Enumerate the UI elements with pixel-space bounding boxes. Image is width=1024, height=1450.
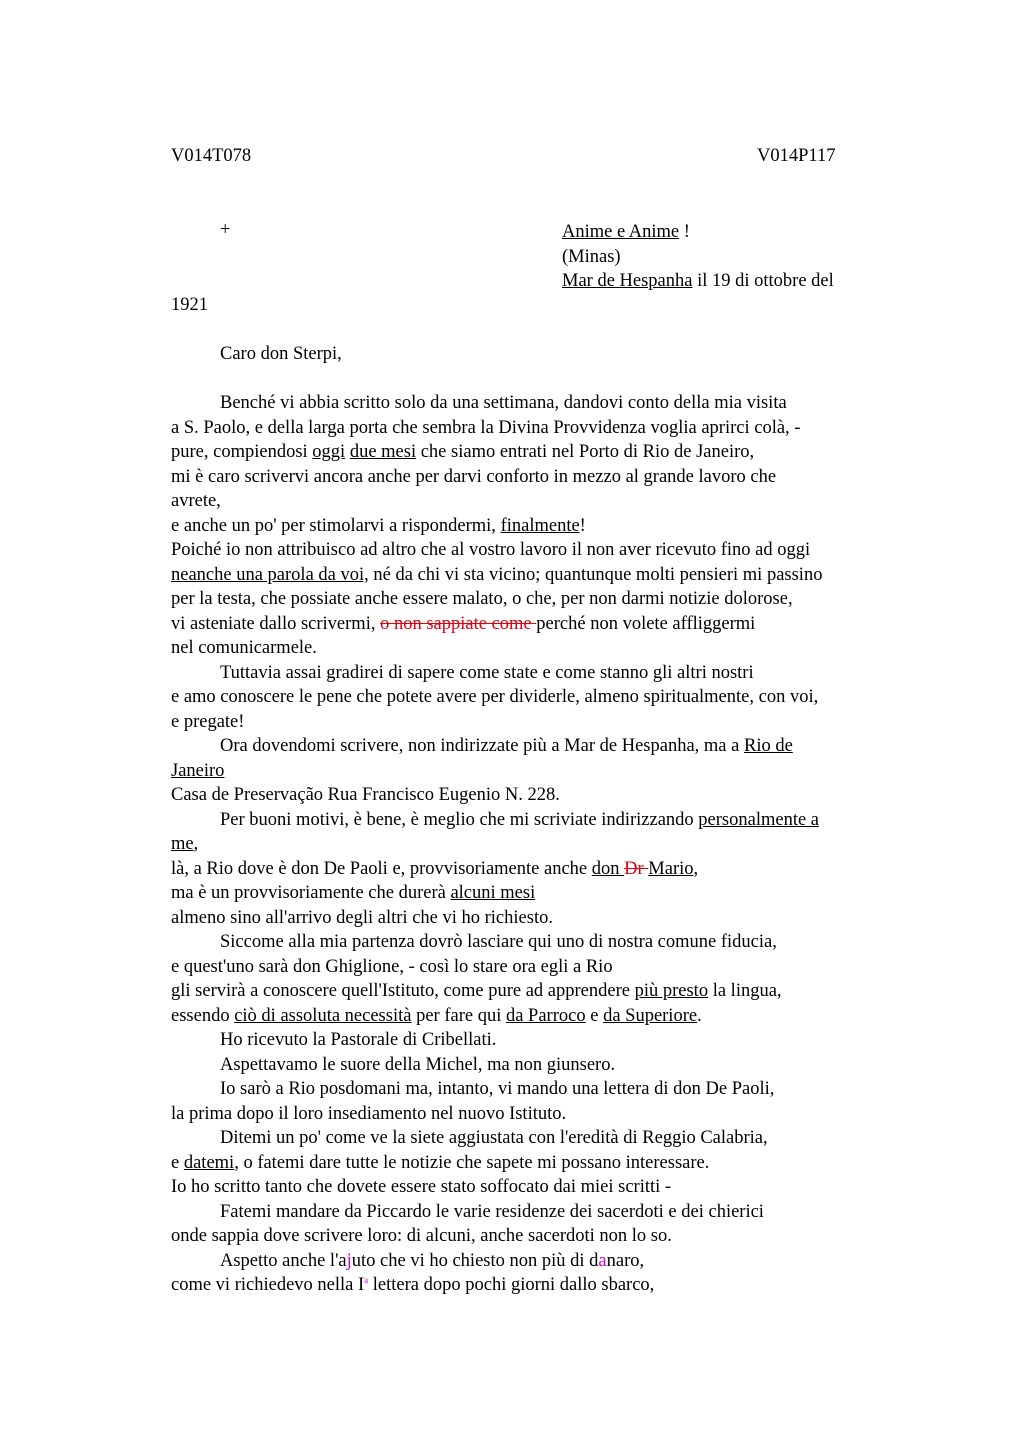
region: (Minas) [562,246,621,267]
paragraph-8: Io sarò a Rio posdomani ma, intanto, vi mando una lettera di don De Paoli, la prima dopo il loro insediamento nel nuovo Istituto. [171,1079,775,1124]
paragraph-5: Siccome alla mia partenza dovrò lasciare qui uno di nostra comune fiducia, e quest'uno sarà don Ghiglione, - così lo stare ora egli a Rio gli servirà a conoscere quell'Istituto, come pure ad apprendere più presto la lingua, essendo ciò di assoluta necessità per fare qui da Parroco e da Superiore. [171,932,782,1026]
motto: Anime e Anime [562,222,680,242]
paragraph-9: Ditemi un po' come ve la siete aggiustata con l'eredità di Reggio Calabria, e datemi, o fatemi dare tutte le notizie che sapete mi possano interessare. Io ho scritto tanto che dovete essere stato soffocato dai miei scritti - [171,1128,768,1197]
address: Casa de Preservação Rua Francisco Eugenio N. 228. [171,785,560,805]
deleted-text: o non sappiate come [380,613,537,634]
year: 1921 [171,295,208,315]
salutation: Caro don Sterpi, [220,344,342,364]
paragraph-10: Fatemi mandare da Piccardo le varie residenze dei sacerdoti e dei chierici onde sappia dove scrivere loro: di alcuni, anche sacerdoti non lo so. [171,1201,764,1246]
document-code-right: V014P117 [757,146,836,166]
paragraph-3: Ora dovendomi scrivere, non indirizzate più a Mar de Hespanha, ma a Rio de Janeiro Casa de Preservação Rua Francisco Eugenio N. 228. [171,734,911,808]
paragraph-6: Ho ricevuto la Pastorale di Cribellati. [220,1030,497,1050]
superscript-mark: a [364,1275,369,1285]
cross-symbol: + [220,220,231,240]
correction-mark: a [598,1250,607,1271]
correction-mark: j [346,1250,352,1271]
deleted-text: Dr [624,858,649,879]
letter-heading: Anime e Anime ! (Minas) Mar de Hespanha il 19 di ottobre del [562,222,834,291]
letter-body [171,293,911,1298]
paragraph-11: Aspetto anche l'ajuto che vi ho chiesto non più di danaro, come vi richiedevo nella $I^a$ lettera dopo pochi giorni dallo sbarco, [171,1250,655,1295]
document-code-left: V014T078 [171,146,252,166]
paragraph-1: Benché vi abbia scritto solo da una settimana, dandovi conto della mia visita a S. Paolo, e della larga porta che sembra la Divina Provvidenza voglia aprirci colà, - pure, compiendosi oggi due mesi che siamo entrati nel Porto di Rio de Janeiro, mi è caro scrivervi ancora anche per darvi conforto in mezzo al grande lavoro che avrete, e anche un po' per stimolarvi a rispondermi, finalmente! Poiché io non attribuisco ad altro che al vostro lavoro il non aver ricevuto fino ad oggi neanche una parola da voi, né da chi vi sta vicino; quantunque molti pensieri mi passino per la testa, che possiate anche essere malato, o che, per non darmi notizie dolorose, vi asteniate dallo scrivermi, o non sappiate come perché non volete affliggermi nel comunicarmele. [171,393,823,658]
date-text: il 19 di ottobre del [692,271,834,291]
paragraph-2: Tuttavia assai gradirei di sapere come state e come stanno gli altri nostri e amo conoscere le pene che potete avere per dividerle, almeno spiritualmente, con voi, e pregate! [171,662,819,732]
paragraph-7: Aspettavamo le suore della Michel, ma non giunsero. [220,1054,616,1075]
place-name: Mar de Hespanha [562,271,693,291]
paragraph-4: Per buoni motivi, è bene, è meglio che mi scriviate indirizzando personalmente a me, là, a Rio dove è don De Paoli e, provvisoriamente anche don Dr Mario, ma è un provvisoriamente che durerà alcuni mesi almeno sino all'arrivo degli altri che vi ho richiesto. [171,809,820,928]
